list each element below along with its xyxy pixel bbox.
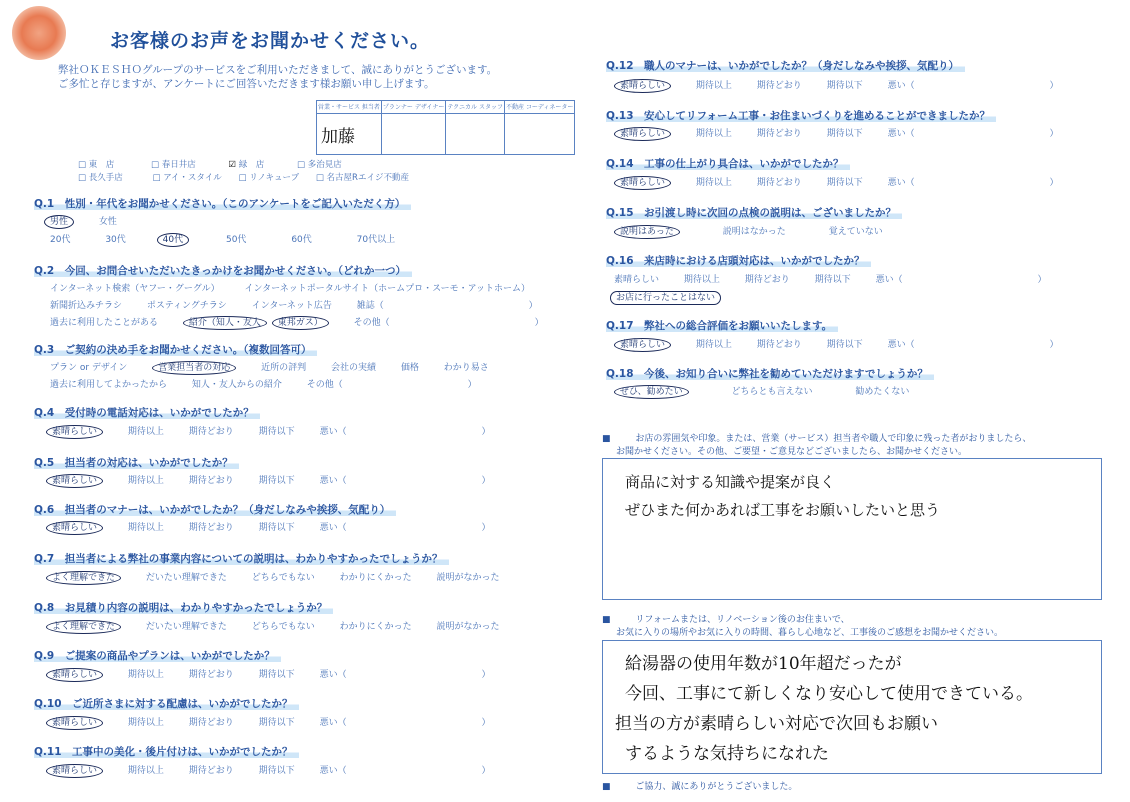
q6-options bbox=[46, 520, 512, 533]
staff-header-planner: プランナー デザイナー bbox=[381, 101, 446, 114]
q1-option-20s[interactable]: 20代 bbox=[50, 235, 71, 245]
q2-option-posting[interactable]: ポスティングチラシ bbox=[146, 301, 227, 311]
comment2-line-2: 今回、工事にて新しくなり安心して使用できている。 bbox=[625, 684, 1033, 704]
staff-value-realestate[interactable] bbox=[504, 114, 574, 155]
comment2-prompt-line: リフォームまたは、リノベーション後のお住まいで、 bbox=[635, 615, 850, 625]
store-row-2 bbox=[78, 171, 409, 183]
q3-options-row1 bbox=[50, 360, 511, 373]
q12-option-above[interactable]: 期待以上 bbox=[695, 81, 732, 91]
q1-option-40s[interactable]: 40代 bbox=[157, 233, 189, 247]
q13-label: Q.13 安心してリフォーム工事・お住まいづくりを進めることができましたか？ bbox=[606, 108, 996, 123]
thanks-footer bbox=[602, 779, 819, 792]
q3-option-reputation[interactable]: 近所の評判 bbox=[261, 363, 307, 373]
q10-label: Q.10 ご近所さまに対する配慮は、いかがでしたか？ bbox=[34, 696, 299, 711]
store-label: 多治見店 bbox=[307, 160, 342, 170]
q2-option-past[interactable]: 過去に利用したことがある bbox=[50, 318, 159, 328]
staff-value-planner[interactable] bbox=[381, 114, 446, 155]
q17-option-bad[interactable]: 悪い（ bbox=[887, 340, 915, 350]
q9-label: Q.9 ご提案の商品やプランは、いかがでしたか？ bbox=[34, 648, 281, 663]
intro-line-1: 弊社ＯＫＥＳＨＯグループのサービスをご利用いただきまして、誠にありがとうございます。 bbox=[58, 64, 498, 76]
q15-option-dont-remember[interactable]: 覚えていない bbox=[828, 227, 883, 237]
q5-option-excellent[interactable]: 素晴らしい bbox=[46, 474, 103, 488]
staff-header-sales: 営業・サービス 担当者 bbox=[317, 101, 382, 114]
q13-option-excellent[interactable]: 素晴らしい bbox=[614, 127, 671, 141]
q4-option-above[interactable]: 期待以上 bbox=[127, 427, 164, 437]
paren-close: ） bbox=[481, 766, 491, 776]
comment2-prompt bbox=[602, 612, 1025, 638]
q1-option-male[interactable]: 男性 bbox=[44, 215, 74, 229]
q16-option-above[interactable]: 期待以上 bbox=[683, 275, 720, 285]
q1-option-50s[interactable]: 50代 bbox=[225, 235, 247, 245]
q9-option-below[interactable]: 期待以下 bbox=[258, 670, 295, 680]
q8-options bbox=[46, 619, 521, 632]
q1-options-row1 bbox=[44, 214, 139, 227]
q11-option-above[interactable]: 期待以上 bbox=[127, 766, 164, 776]
q14-option-above[interactable]: 期待以上 bbox=[695, 178, 732, 188]
store-checkbox[interactable]: □ bbox=[78, 160, 89, 170]
q17-label: Q.17 弊社への総合評価をお願いいたします。 bbox=[606, 318, 838, 333]
q15-options bbox=[614, 224, 905, 237]
q10-options bbox=[46, 715, 512, 728]
q11-option-as-expected[interactable]: 期待どおり bbox=[188, 766, 234, 776]
q8-option-neutral[interactable]: どちらでもない bbox=[251, 622, 315, 632]
q17-option-excellent[interactable]: 素晴らしい bbox=[614, 338, 671, 352]
paren-close: ） bbox=[534, 318, 544, 328]
q9-options bbox=[46, 667, 512, 680]
paren-close: ） bbox=[1049, 340, 1059, 350]
q14-option-as-expected[interactable]: 期待どおり bbox=[756, 178, 802, 188]
square-bullet-icon: ■ bbox=[602, 434, 611, 444]
q11-options bbox=[46, 763, 512, 776]
q12-option-below[interactable]: 期待以下 bbox=[826, 81, 863, 91]
q5-option-bad[interactable]: 悪い（ bbox=[319, 476, 347, 486]
q13-option-bad[interactable]: 悪い（ bbox=[887, 129, 915, 139]
q16-option-below[interactable]: 期待以下 bbox=[814, 275, 851, 285]
q5-options bbox=[46, 473, 512, 486]
q6-option-below[interactable]: 期待以下 bbox=[258, 523, 295, 533]
paren-close: ） bbox=[481, 523, 491, 533]
thanks-text: ご協力、誠にありがとうございました。 bbox=[635, 782, 798, 792]
q8-option-none[interactable]: 説明がなかった bbox=[436, 622, 500, 632]
comment2-prompt-line: お気に入りの場所やお気に入りの時間、暮らし心地など、工事後のご感想をお聞かせください。 bbox=[616, 628, 1004, 638]
q3-option-clarity[interactable]: わかり易さ bbox=[443, 363, 489, 373]
q8-option-mostly[interactable]: だいたい理解できた bbox=[145, 622, 227, 632]
q4-option-as-expected[interactable]: 期待どおり bbox=[188, 427, 234, 437]
q14-options bbox=[614, 175, 1080, 188]
comment1-prompt-line: お聞かせください。その他、ご要望・ご意見などございましたら、お聞かせください。 bbox=[616, 447, 968, 457]
q18-option-recommend[interactable]: ぜひ、勧めたい bbox=[614, 385, 689, 399]
q1-options-row2 bbox=[50, 232, 417, 245]
q9-option-as-expected[interactable]: 期待どおり bbox=[188, 670, 234, 680]
comment1-prompt bbox=[602, 431, 1053, 457]
q7-option-mostly[interactable]: だいたい理解できた bbox=[145, 573, 227, 583]
q18-option-not-recommend[interactable]: 勧めたくない bbox=[855, 387, 910, 397]
q16-extra-option bbox=[610, 290, 743, 303]
q5-option-as-expected[interactable]: 期待どおり bbox=[188, 476, 234, 486]
q7-option-none[interactable]: 説明がなかった bbox=[436, 573, 500, 583]
q3-options-row2 bbox=[50, 377, 499, 390]
staff-value-technical[interactable] bbox=[446, 114, 505, 155]
paren-close: ） bbox=[1049, 178, 1059, 188]
store-label: リノキューブ bbox=[249, 173, 300, 183]
q4-options bbox=[46, 424, 512, 437]
q2-options-row1 bbox=[50, 281, 552, 294]
q16-label: Q.16 来店時における店頭対応は、いかがでしたか？ bbox=[606, 253, 871, 268]
store-checkbox[interactable]: □ bbox=[78, 173, 89, 183]
q12-options bbox=[614, 78, 1080, 91]
q6-option-above[interactable]: 期待以上 bbox=[127, 523, 164, 533]
q7-option-unclear[interactable]: わかりにくかった bbox=[339, 573, 412, 583]
q10-option-below[interactable]: 期待以下 bbox=[258, 718, 295, 728]
q6-label: Q.6 担当者のマナーは、いかがでしたか？（身だしなみや挨拶、気配り） bbox=[34, 502, 396, 517]
q11-option-below[interactable]: 期待以下 bbox=[258, 766, 295, 776]
q2-options-row3 bbox=[50, 315, 566, 328]
q14-option-excellent[interactable]: 素晴らしい bbox=[614, 176, 671, 190]
q2-options-row2 bbox=[50, 298, 560, 311]
staff-table bbox=[316, 100, 575, 155]
intro-line-2: ご多忙と存じますが、アンケートにご回答いただきます様お願い申し上げます。 bbox=[58, 78, 435, 90]
q17-options bbox=[614, 337, 1080, 350]
q10-option-above[interactable]: 期待以上 bbox=[127, 718, 164, 728]
paren-close: ） bbox=[1037, 275, 1047, 285]
comment2-line-4: するような気持ちになれた bbox=[625, 744, 829, 764]
q12-label: Q.12 職人のマナーは、いかがでしたか？（身だしなみや挨拶、気配り） bbox=[606, 58, 965, 73]
q3-option-price[interactable]: 価格 bbox=[400, 363, 419, 373]
q11-option-excellent[interactable]: 素晴らしい bbox=[46, 764, 103, 778]
q1-option-30s[interactable]: 30代 bbox=[105, 235, 126, 245]
q15-option-explained[interactable]: 説明はあった bbox=[614, 225, 680, 239]
q11-label: Q.11 工事中の美化・後片付けは、いかがでしたか？ bbox=[34, 744, 299, 759]
q5-option-above[interactable]: 期待以上 bbox=[127, 476, 164, 486]
q10-option-bad[interactable]: 悪い（ bbox=[319, 718, 347, 728]
paren-close: ） bbox=[481, 427, 491, 437]
q2-option-web-ad[interactable]: インターネット広告 bbox=[251, 301, 332, 311]
q12-option-bad[interactable]: 悪い（ bbox=[887, 81, 915, 91]
q17-option-below[interactable]: 期待以下 bbox=[826, 340, 863, 350]
q16-option-excellent[interactable]: 素晴らしい bbox=[614, 275, 660, 285]
q3-option-other[interactable]: その他（ bbox=[306, 380, 343, 390]
store-checkbox[interactable]: □ bbox=[315, 173, 327, 183]
q9-option-above[interactable]: 期待以上 bbox=[127, 670, 164, 680]
q15-label: Q.15 お引渡し時に次回の点検の説明は、ございましたか？ bbox=[606, 205, 902, 220]
store-checkbox-checked[interactable]: ☑ bbox=[228, 160, 239, 170]
store-label: 名古屋Rエイジ不動産 bbox=[326, 173, 409, 183]
store-checkbox[interactable]: □ bbox=[296, 160, 308, 170]
comment2-line-3: 担当の方が素晴らしい対応で次回もお願い bbox=[615, 714, 938, 734]
q12-option-excellent[interactable]: 素晴らしい bbox=[614, 79, 671, 93]
store-label: アイ・スタイル bbox=[163, 173, 222, 183]
square-bullet-icon: ■ bbox=[602, 615, 611, 625]
q4-option-below[interactable]: 期待以下 bbox=[258, 427, 295, 437]
q17-option-as-expected[interactable]: 期待どおり bbox=[756, 340, 802, 350]
q2-option-magazine[interactable]: 雑誌（ bbox=[356, 301, 384, 311]
q13-option-below[interactable]: 期待以下 bbox=[826, 129, 863, 139]
paren-close: ） bbox=[528, 301, 538, 311]
q14-option-bad[interactable]: 悪い（ bbox=[887, 178, 915, 188]
q16-option-as-expected[interactable]: 期待どおり bbox=[744, 275, 790, 285]
q4-option-bad[interactable]: 悪い（ bbox=[319, 427, 347, 437]
q6-option-excellent[interactable]: 素晴らしい bbox=[46, 521, 103, 535]
q3-option-past-use[interactable]: 過去に利用してよかったから bbox=[50, 380, 168, 390]
comment2-line-1: 給湯器の使用年数が10年超だったが bbox=[625, 654, 902, 674]
paren-close: ） bbox=[481, 718, 491, 728]
q15-option-not-explained[interactable]: 説明はなかった bbox=[722, 227, 786, 237]
q13-options bbox=[614, 126, 1080, 139]
comment1-line-2: ぜひまた何かあれば工事をお願いしたいと思う bbox=[625, 501, 941, 519]
q9-option-bad[interactable]: 悪い（ bbox=[319, 670, 347, 680]
q9-option-excellent[interactable]: 素晴らしい bbox=[46, 668, 103, 682]
paren-close: ） bbox=[481, 670, 491, 680]
q2-option-referral[interactable]: 紹介（知人・友人 bbox=[183, 316, 267, 330]
staff-header-technical: テクニカル スタッフ bbox=[446, 101, 505, 114]
q6-option-as-expected[interactable]: 期待どおり bbox=[188, 523, 234, 533]
paren-close: ） bbox=[1049, 81, 1059, 91]
q2-option-newspaper[interactable]: 新聞折込みチラシ bbox=[50, 301, 123, 311]
store-label: 春日井店 bbox=[161, 160, 196, 170]
q7-option-neutral[interactable]: どちらでもない bbox=[251, 573, 315, 583]
q14-label: Q.14 工事の仕上がり具合は、いかがでしたか？ bbox=[606, 156, 850, 171]
q10-option-as-expected[interactable]: 期待どおり bbox=[188, 718, 234, 728]
comment2-box[interactable] bbox=[602, 640, 1102, 774]
store-checkbox[interactable]: □ bbox=[238, 173, 250, 183]
q13-option-as-expected[interactable]: 期待どおり bbox=[756, 129, 802, 139]
q18-options bbox=[614, 384, 931, 397]
q16-options bbox=[614, 272, 1068, 285]
q16-option-bad[interactable]: 悪い（ bbox=[875, 275, 903, 285]
q2-label: Q.2 今回、お問合せいただいたきっかけをお聞かせください。（どれか一つ） bbox=[34, 263, 412, 278]
paren-close: ） bbox=[467, 380, 477, 390]
q10-option-excellent[interactable]: 素晴らしい bbox=[46, 716, 103, 730]
q18-option-neutral[interactable]: どちらとも言えない bbox=[731, 387, 813, 397]
q2-option-search[interactable]: インターネット検索（ヤフー・グーグル） bbox=[50, 284, 220, 294]
q14-option-below[interactable]: 期待以下 bbox=[826, 178, 863, 188]
q2-option-toho-gas[interactable]: 東邦ガス） bbox=[272, 316, 329, 330]
q2-option-other[interactable]: その他（ bbox=[353, 318, 390, 328]
q8-option-unclear[interactable]: わかりにくかった bbox=[339, 622, 412, 632]
q5-option-below[interactable]: 期待以下 bbox=[258, 476, 295, 486]
comment1-prompt-line: お店の雰囲気や印象。または、営業（サービス）担当者や職人で印象に残った者がおりましたら、 bbox=[635, 434, 1032, 444]
q17-option-above[interactable]: 期待以上 bbox=[695, 340, 732, 350]
store-label: 長久手店 bbox=[88, 173, 123, 183]
q3-option-plan[interactable]: プラン or デザイン bbox=[50, 363, 128, 373]
store-label: 東 店 bbox=[88, 160, 115, 170]
comment1-line-1: 商品に対する知識や提案が良く bbox=[625, 473, 836, 491]
q1-option-female[interactable]: 女性 bbox=[98, 217, 117, 227]
q12-option-as-expected[interactable]: 期待どおり bbox=[756, 81, 802, 91]
q18-label: Q.18 今後、お知り合いに弊社を勧めていただけますでしょうか？ bbox=[606, 366, 934, 381]
q3-label: Q.3 ご契約の決め手をお聞かせください。（複数回答可） bbox=[34, 342, 317, 357]
page-title: お客様のお声をお聞かせください。 bbox=[110, 30, 431, 52]
store-checkbox[interactable]: □ bbox=[150, 160, 162, 170]
q6-option-bad[interactable]: 悪い（ bbox=[319, 523, 347, 533]
staff-value-sales[interactable]: 加藤 bbox=[317, 114, 382, 155]
q13-option-above[interactable]: 期待以上 bbox=[695, 129, 732, 139]
q4-label: Q.4 受付時の電話対応は、いかがでしたか？ bbox=[34, 405, 260, 420]
q7-options bbox=[46, 570, 521, 583]
q2-option-portal[interactable]: インターネットポータルサイト（ホームプロ・スーモ・アットホーム） bbox=[244, 284, 531, 294]
q8-label: Q.8 お見積り内容の説明は、わかりやすかったでしょうか？ bbox=[34, 600, 333, 615]
paren-close: ） bbox=[481, 476, 491, 486]
q3-option-sales-staff[interactable]: 営業担当者の対応 bbox=[152, 361, 236, 375]
q1-option-70s[interactable]: 70代以上 bbox=[356, 235, 396, 245]
staff-header-realestate: 不動産 コーディネーター bbox=[504, 101, 574, 114]
q4-option-excellent[interactable]: 素晴らしい bbox=[46, 425, 103, 439]
q8-option-understood[interactable]: よく理解できた bbox=[46, 620, 121, 634]
paren-close: ） bbox=[1049, 129, 1059, 139]
q5-label: Q.5 担当者の対応は、いかがでしたか？ bbox=[34, 455, 239, 470]
q3-option-record[interactable]: 会社の実績 bbox=[330, 363, 376, 373]
q7-label: Q.7 担当者による弊社の事業内容についての説明は、わかりやすかったでしょうか？ bbox=[34, 551, 449, 566]
q1-option-60s[interactable]: 60代 bbox=[291, 235, 312, 245]
q16-option-never-visited[interactable]: お店に行ったことはない bbox=[610, 291, 721, 305]
q11-option-bad[interactable]: 悪い（ bbox=[319, 766, 347, 776]
store-label: 緑 店 bbox=[238, 160, 265, 170]
q1-label: Q.1 性別・年代をお聞かせください。（このアンケートをご記入いただく方） bbox=[34, 196, 411, 211]
square-bullet-icon: ■ bbox=[602, 782, 611, 792]
store-row-1 bbox=[78, 158, 342, 170]
store-checkbox[interactable]: □ bbox=[152, 173, 164, 183]
q3-option-acquaintance[interactable]: 知人・友人からの紹介 bbox=[191, 380, 282, 390]
stamp-seal bbox=[12, 6, 66, 60]
comment1-box[interactable] bbox=[602, 458, 1102, 600]
q7-option-understood[interactable]: よく理解できた bbox=[46, 571, 121, 585]
